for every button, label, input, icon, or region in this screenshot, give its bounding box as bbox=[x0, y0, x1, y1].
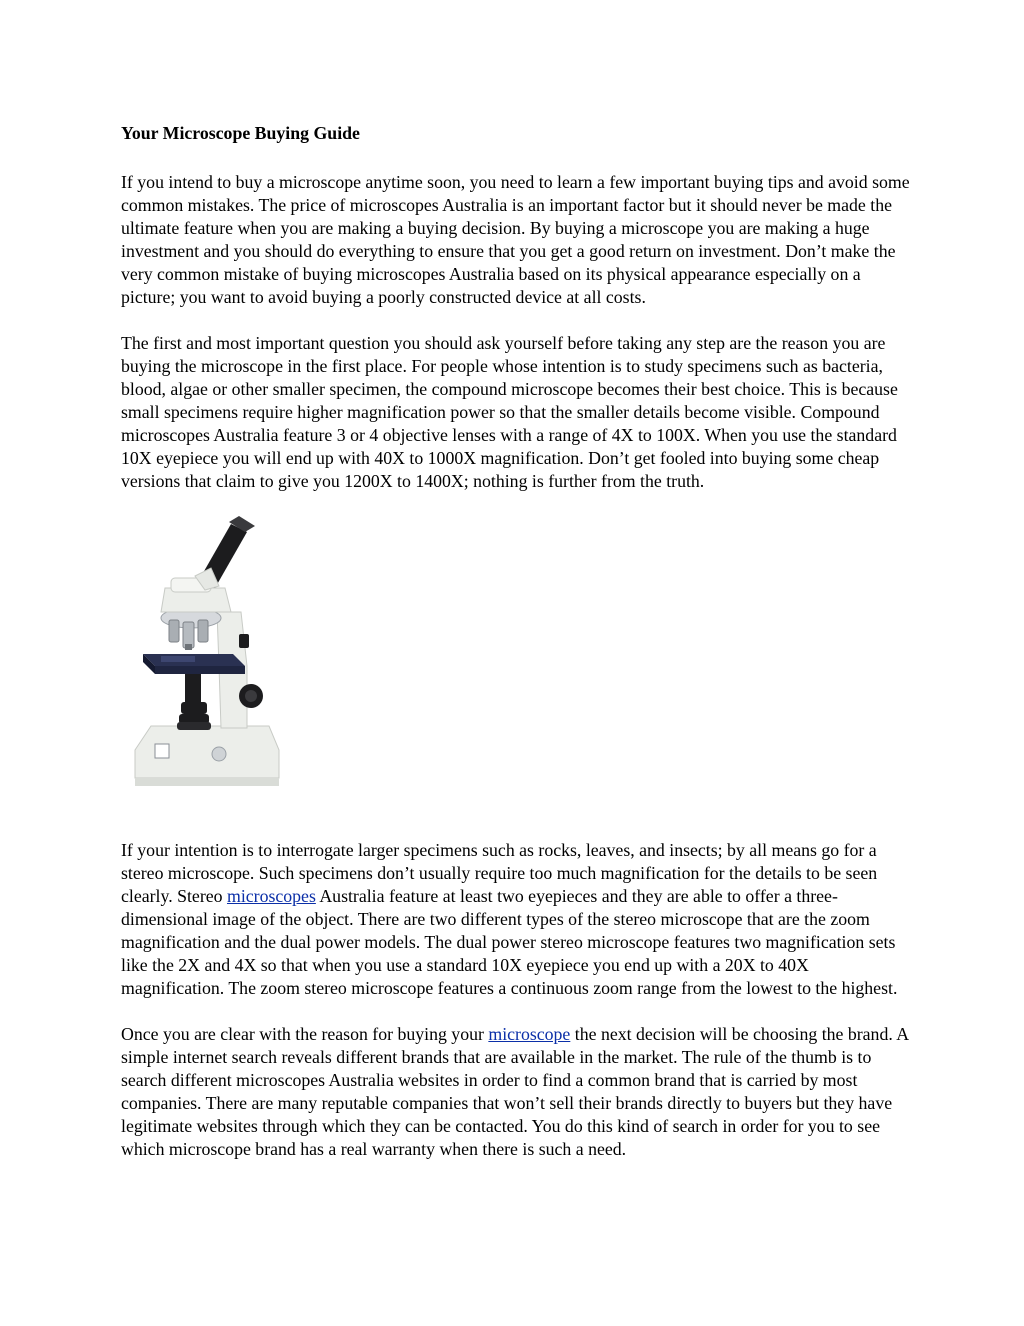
document-content bbox=[121, 118, 911, 1184]
microscope-link[interactable]: microscope bbox=[488, 1024, 571, 1044]
microscope-image bbox=[121, 516, 291, 808]
paragraph-compound: The first and most important question you should ask yourself before taking any step are the reason you are buying the microscope in the first place. For people whose intention is to study specimens such as bacteria, blood, algae or other smaller specimen, the compound microscope becomes their best choice. This is because small specimens require higher magnification power so that the smaller details become visible. Compound microscopes Australia feature 3 or 4 objective lenses with a range of 4X to 100X. When you use the standard 10X eyepiece you will end up with 40X to 1000X magnification. Don’t get fooled into buying some cheap versions that claim to give you 1200X to 1400X; nothing is further from the truth. bbox=[121, 333, 898, 491]
paragraph-brand-text-before: Once you are clear with the reason for buying your bbox=[121, 1024, 489, 1044]
paragraph-stereo-text-before: If your intention is to interrogate larger specimens such as rocks, leaves, and insects; by all means go for a stereo microscope. Such specimens don’t usually require too much magnification for the details to be seen clearly. Stereo bbox=[121, 840, 878, 906]
microscopes-link[interactable]: microscopes bbox=[226, 886, 316, 906]
paragraph-stereo bbox=[121, 839, 911, 1000]
paragraph-stereo-text-after: Australia feature at least two eyepieces and they are able to offer a three-dimensional image of the object. There are two different types of the stereo microscope that are the zoom magnification and the dual power models. The dual power stereo microscope features two magnification sets like the 2X and 4X so that when you use a standard 10X eyepiece you end up with a 20X to 40X magnification. The zoom stereo microscope features a continuous zoom range from the lowest to the highest. bbox=[121, 886, 898, 998]
paragraph-intro: If you intend to buy a microscope anytime soon, you need to learn a few important buying tips and avoid some common mistakes. The price of microscopes Australia is an important factor but it should never be made the ultimate feature when you are making a buying decision. By buying a microscope you are making a huge investment and you should do everything to ensure that you get a good return on investment. Don’t make the very common mistake of buying microscopes Australia based on its physical appearance especially on a picture; you want to avoid buying a poorly constructed device at all costs. bbox=[121, 172, 910, 307]
page-title: Your Microscope Buying Guide bbox=[121, 123, 360, 143]
paragraph-brand-text-after: the next decision will be choosing the brand. A simple internet search reveals different brands that are available in the market. The rule of the thumb is to search different microscopes Australia websites in order to find a common brand that is carried by most companies. There are many reputable companies that won’t sell their brands directly to buyers but they have legitimate websites through which they can be contacted. You do this kind of search in order for you to see which microscope brand has a real warranty when there is such a need. bbox=[121, 1024, 909, 1159]
paragraph-brand bbox=[121, 1023, 911, 1161]
microscope-icon bbox=[121, 516, 291, 808]
